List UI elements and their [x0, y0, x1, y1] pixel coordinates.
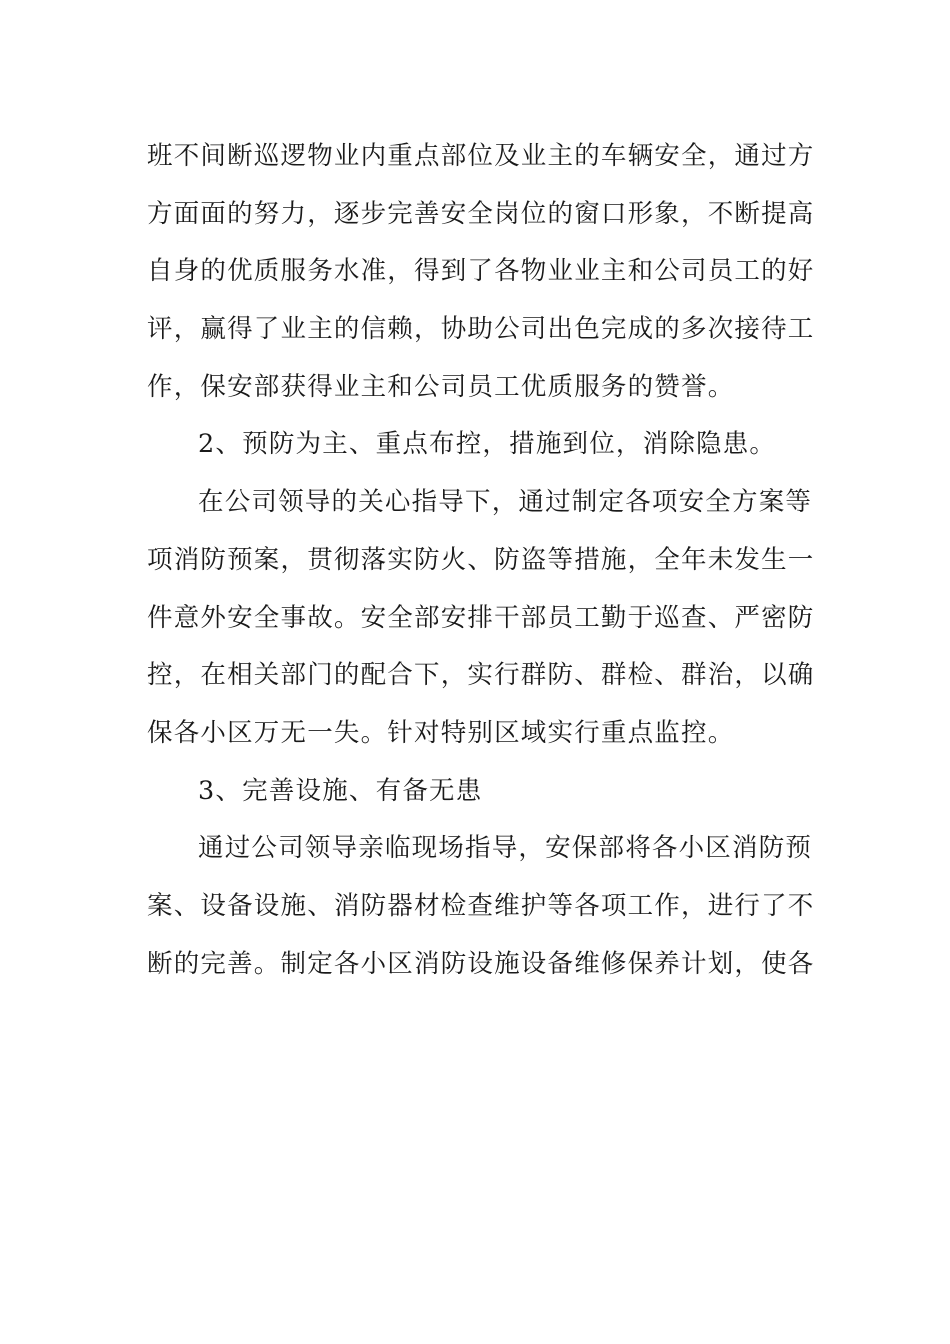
body-line: 自身的优质服务水准，得到了各物业业主和公司员工的好 [147, 256, 815, 287]
body-line: 项消防预案，贯彻落实防火、防盗等措施，全年未发生一 [147, 544, 815, 575]
body-line: 班不间断巡逻物业内重点部位及业主的车辆安全，通过方 [147, 141, 815, 171]
section-heading-2: 2、预防为主、重点布控，措施到位，消除隐患。 [198, 429, 777, 460]
body-line: 作，保安部获得业主和公司员工优质服务的赞誉。 [147, 371, 735, 402]
body-line: 方面面的努力，逐步完善安全岗位的窗口形象，不断提高 [147, 198, 815, 229]
body-line: 保各小区万无一失。针对特别区域实行重点监控。 [147, 717, 735, 748]
body-line: 件意外安全事故。安全部安排干部员工勤于巡查、严密防 [147, 602, 815, 633]
document-body [147, 128, 815, 993]
body-line: 断的完善。制定各小区消防设施设备维修保养计划，使各 [147, 948, 815, 979]
body-line: 评，赢得了业主的信赖，协助公司出色完成的多次接待工 [147, 314, 815, 345]
body-line: 案、设备设施、消防器材检查维护等各项工作，进行了不 [147, 890, 815, 921]
section-heading-3: 3、完善设施、有备无患 [198, 775, 483, 806]
paragraph-start-line: 在公司领导的关心指导下，通过制定各项安全方案等 [198, 487, 813, 518]
paragraph-start-line: 通过公司领导亲临现场指导，安保部将各小区消防预 [198, 833, 813, 864]
body-line: 控，在相关部门的配合下，实行群防、群检、群治，以确 [147, 660, 815, 691]
